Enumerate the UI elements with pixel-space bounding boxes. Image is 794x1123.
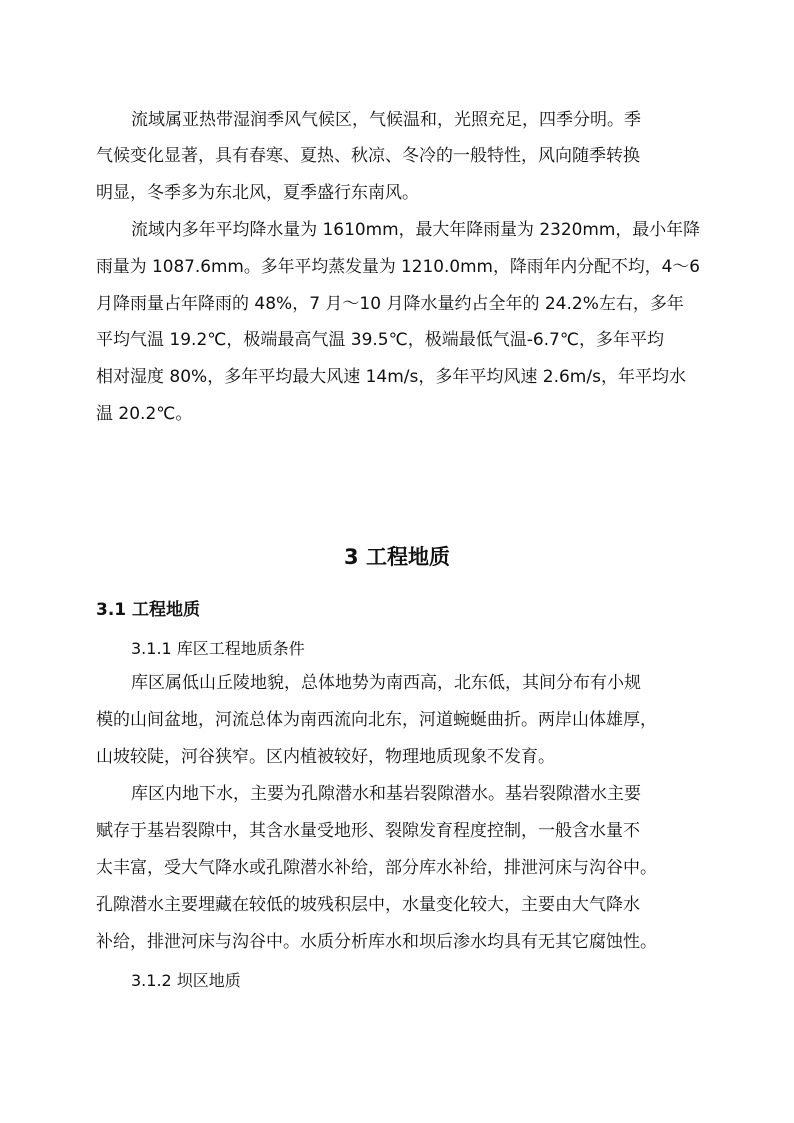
para1-line-1: 流域属亚热带湿润季风气候区，气候温和，光照充足，四季分明。季 — [131, 110, 641, 130]
chapter-title: 3 工程地质 — [344, 545, 450, 569]
para3-line-3: 山坡较陡，河谷狭窄。区内植被较好，物理地质现象不发育。 — [96, 747, 555, 767]
section-title: 3.1 工程地质 — [96, 600, 201, 620]
para2-line-1: 流域内多年平均降水量为 1610mm，最大年降雨量为 2320mm，最小年降 — [131, 220, 700, 240]
para4-line-5: 补给，排泄河床与沟谷中。水质分析库水和坝后渗水均具有无其它腐蚀性。 — [96, 932, 657, 952]
para4-line-2: 赋存于基岩裂隙中，其含水量受地形、裂隙发育程度控制，一般含水量不 — [96, 821, 640, 841]
para2-line-5: 相对湿度 80%，多年平均最大风速 14m/s，多年平均风速 2.6m/s，年平均水 — [96, 367, 686, 387]
para3-line-2: 模的山间盆地，河流总体为南西流向北东，河道蜿蜒曲折。两岸山体雄厚， — [96, 710, 657, 730]
para3-line-1: 库区属低山丘陵地貌，总体地势为南西高，北东低，其间分布有小规 — [131, 673, 641, 693]
para1-line-3: 明显，冬季多为东北风，夏季盛行东南风。 — [96, 183, 419, 203]
subsection-title-2: 3.1.2 坝区地质 — [131, 971, 241, 990]
para2-line-4: 平均气温 19.2℃，极端最高气温 39.5℃，极端最低气温-6.7℃，多年平均 — [96, 330, 664, 350]
para4-line-3: 太丰富，受大气降水或孔隙潜水补给，部分库水补给，排泄河床与沟谷中。 — [96, 858, 657, 878]
para4-line-1: 库区内地下水，主要为孔隙潜水和基岩裂隙潜水。基岩裂隙潜水主要 — [131, 784, 641, 804]
para2-line-6: 温 20.2℃。 — [96, 404, 193, 424]
subsection-title-1: 3.1.1 库区工程地质条件 — [131, 639, 305, 658]
para2-line-3: 月降雨量占年降雨的 48%，7 月～10 月降水量约占全年的 24.2%左右，多年 — [96, 294, 684, 314]
para1-line-2: 气候变化显著，具有春寒、夏热、秋凉、冬冷的一般特性，风向随季转换 — [96, 146, 640, 166]
para4-line-4: 孔隙潜水主要埋藏在较低的坡残积层中，水量变化较大，主要由大气降水 — [96, 895, 640, 915]
para2-line-2: 雨量为 1087.6mm。多年平均蒸发量为 1210.0mm，降雨年内分配不均，4～6 — [96, 257, 700, 277]
